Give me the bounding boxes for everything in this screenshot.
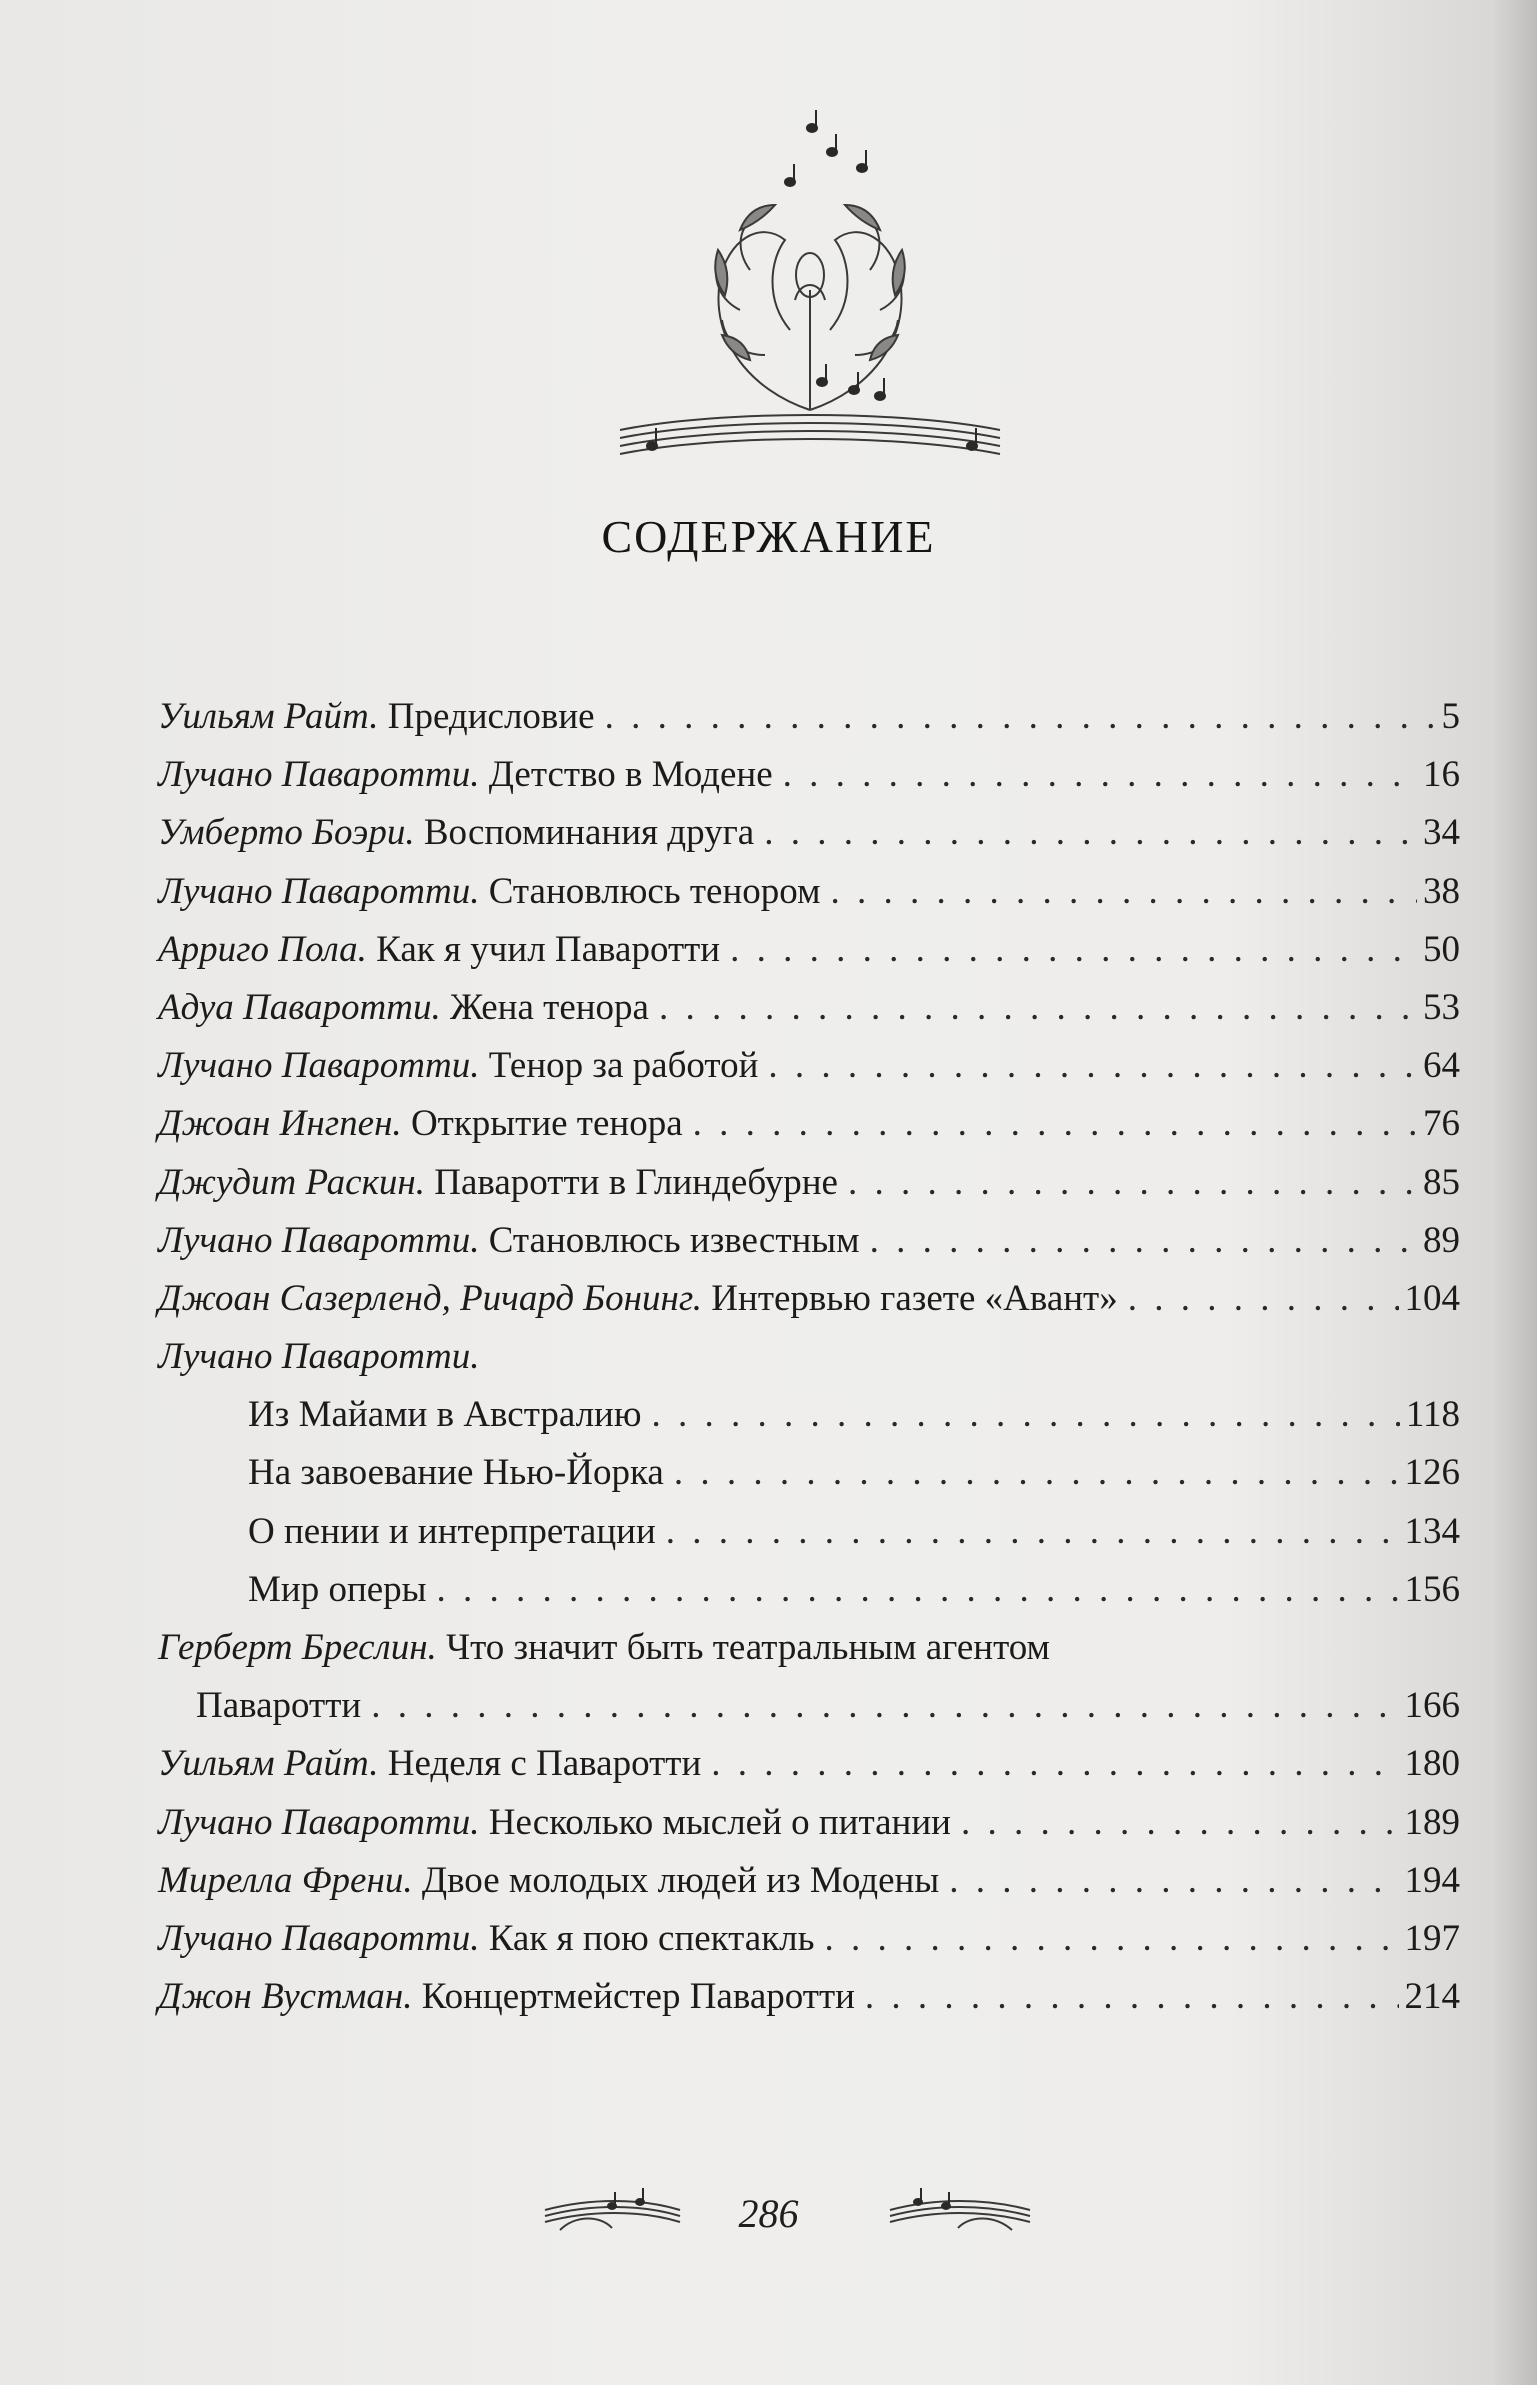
- toc-entry-title: Детство в Модене: [488, 754, 773, 796]
- toc-leader-dots: [764, 804, 1417, 862]
- page-title: СОДЕРЖАНИЕ: [601, 511, 936, 562]
- toc-leader-dots: [949, 1852, 1398, 1910]
- toc-entry-title: О пении и интерпретации: [248, 1510, 656, 1552]
- toc-entry-title: Становлюсь известным: [488, 1219, 860, 1261]
- toc-entry: [158, 804, 1460, 862]
- toc-entry: [158, 1794, 1460, 1852]
- toc-entry-title: Паваротти в Глиндебурне: [434, 1161, 838, 1203]
- toc-entry: [158, 1677, 1460, 1735]
- toc-leader-dots: [961, 1794, 1399, 1852]
- toc-entry: [158, 1037, 1460, 1095]
- toc-entry-title: Жена тенора: [449, 986, 649, 1028]
- toc-entry: [158, 1968, 1460, 2026]
- toc-entry-page: 126: [1404, 1452, 1460, 1494]
- toc-entry-page: 156: [1404, 1568, 1460, 1610]
- toc-leader-dots: [768, 1037, 1417, 1095]
- toc-entry-page: 34: [1423, 812, 1460, 854]
- toc-entry: [158, 1619, 1460, 1677]
- toc-leader-dots: [865, 1968, 1399, 2026]
- toc-leader-dots: [730, 921, 1417, 979]
- toc-entry-page: 197: [1404, 1917, 1460, 1959]
- toc-entry-title: Паваротти: [196, 1685, 362, 1727]
- toc-entry-author: Лучано Паваротти.: [158, 1917, 480, 1959]
- toc-entry-title: Как я пою спектакль: [488, 1917, 815, 1959]
- table-of-contents: [158, 688, 1460, 2026]
- toc-entry-title: Становлюсь тенором: [488, 870, 821, 912]
- toc-entry: [158, 1270, 1460, 1328]
- toc-leader-dots: [674, 1444, 1399, 1502]
- toc-leader-dots: [870, 1212, 1417, 1270]
- toc-entry: [158, 921, 1460, 979]
- toc-entry: [158, 1444, 1460, 1502]
- toc-leader-dots: [659, 979, 1417, 1037]
- toc-entry-page: 16: [1423, 754, 1460, 796]
- toc-entry-author: Герберт Бреслин.: [158, 1627, 437, 1668]
- toc-leader-dots: [652, 1386, 1400, 1444]
- toc-entry: [158, 1852, 1460, 1910]
- toc-leader-dots: [1128, 1270, 1399, 1328]
- toc-entry: [158, 1735, 1460, 1793]
- toc-entry-author: Лучано Паваротти.: [158, 1045, 480, 1087]
- toc-entry-author: Лучано Паваротти.: [158, 1801, 480, 1843]
- toc-entry-page: 89: [1423, 1219, 1460, 1261]
- toc-entry: [158, 1561, 1460, 1619]
- toc-leader-dots: [693, 1095, 1417, 1153]
- toc-entry-page: 38: [1423, 870, 1460, 912]
- toc-entry-title: Мир оперы: [248, 1568, 427, 1610]
- toc-entry: [158, 1154, 1460, 1212]
- toc-entry: [158, 1386, 1460, 1444]
- toc-entry-page: 64: [1423, 1045, 1460, 1087]
- toc-entry-title: Неделя с Паваротти: [387, 1743, 702, 1785]
- toc-entry: [158, 1910, 1460, 1968]
- toc-entry-author: Лучано Паваротти.: [158, 1336, 480, 1378]
- toc-entry-page: 134: [1404, 1510, 1460, 1552]
- toc-entry-author: Джудит Раскин.: [158, 1161, 425, 1203]
- toc-leader-dots: [848, 1154, 1417, 1212]
- toc-entry-author: Лучано Паваротти.: [158, 754, 480, 796]
- toc-entry-page: 50: [1423, 928, 1460, 970]
- toc-entry: [158, 1503, 1460, 1561]
- toc-entry-title: Интервью газете «Авант»: [711, 1277, 1118, 1319]
- toc-entry-title: Предисловие: [387, 696, 595, 737]
- toc-leader-dots: [437, 1561, 1399, 1619]
- toc-entry: [158, 1095, 1460, 1153]
- toc-entry-author: Мирелла Френи.: [158, 1859, 413, 1901]
- toc-leader-dots: [711, 1735, 1398, 1793]
- toc-entry-author: Лучано Паваротти.: [158, 870, 480, 912]
- toc-entry-author: Арриго Пола.: [158, 928, 367, 970]
- toc-entry-page: 104: [1404, 1277, 1460, 1319]
- toc-entry-title: Из Майами в Австралию: [248, 1394, 642, 1436]
- toc-entry-author: Джон Вустман.: [158, 1976, 413, 2018]
- toc-entry-title: Как я учил Паваротти: [376, 928, 721, 970]
- toc-entry-page: 180: [1404, 1743, 1460, 1785]
- toc-entry: [158, 688, 1460, 746]
- toc-entry-page: 53: [1423, 986, 1460, 1028]
- toc-entry-page: 5: [1441, 696, 1460, 737]
- toc-entry-author: Джоан Сазерленд, Ричард Бонинг.: [158, 1277, 703, 1319]
- toc-entry-page: 194: [1404, 1859, 1460, 1901]
- toc-entry-title: Что значит быть театральным агентом: [446, 1627, 1050, 1668]
- toc-entry: [158, 746, 1460, 804]
- toc-leader-dots: [371, 1677, 1398, 1735]
- toc-entry-page: 214: [1404, 1976, 1460, 2018]
- toc-entry: [158, 863, 1460, 921]
- page-number: 286: [738, 2191, 799, 2236]
- music-ornament-icon: [600, 110, 1020, 470]
- toc-entry-page: 85: [1423, 1161, 1460, 1203]
- toc-entry-author: Уильям Райт.: [158, 1743, 379, 1785]
- toc-entry-title: Воспоминания друга: [423, 812, 755, 854]
- toc-entry-author: Лучано Паваротти.: [158, 1219, 480, 1261]
- toc-entry: [158, 1328, 1460, 1386]
- toc-entry-title: Тенор за работой: [488, 1045, 759, 1087]
- toc-entry-page: 189: [1404, 1801, 1460, 1843]
- toc-entry-author: Уильям Райт.: [158, 696, 379, 737]
- toc-leader-dots: [605, 688, 1436, 746]
- toc-leader-dots: [783, 746, 1417, 804]
- toc-leader-dots: [831, 863, 1418, 921]
- toc-entry-title: Концертмейстер Паваротти: [421, 1976, 855, 2018]
- toc-entry-title: Открытие тенора: [410, 1103, 683, 1145]
- toc-entry-page: 76: [1423, 1103, 1460, 1145]
- toc-entry-title: Двое молодых людей из Модены: [421, 1859, 940, 1901]
- toc-entry-page: 166: [1404, 1685, 1460, 1727]
- toc-leader-dots: [666, 1503, 1399, 1561]
- toc-entry-page: 118: [1405, 1394, 1460, 1436]
- toc-entry-title: Несколько мыслей о питании: [488, 1801, 951, 1843]
- toc-leader-dots: [825, 1910, 1399, 1968]
- toc-entry-author: Джоан Ингпен.: [158, 1103, 402, 1145]
- toc-entry-author: Умберто Боэри.: [158, 812, 415, 854]
- toc-entry: [158, 1212, 1460, 1270]
- toc-entry-title: На завоевание Нью-Йорка: [248, 1452, 664, 1494]
- toc-entry-author: Адуа Паваротти.: [158, 986, 441, 1028]
- toc-entry: [158, 979, 1460, 1037]
